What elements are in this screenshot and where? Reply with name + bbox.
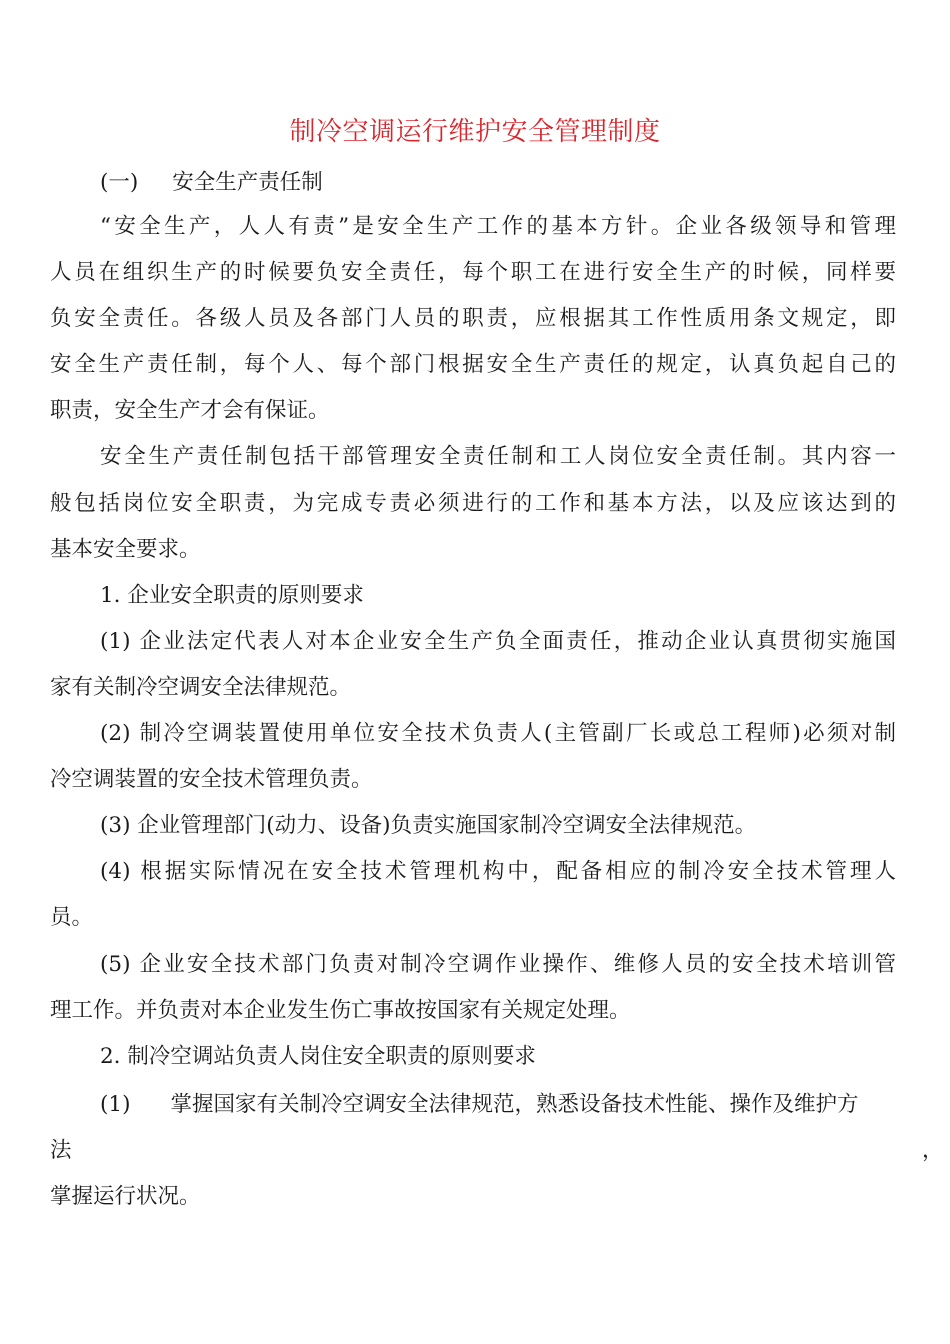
item2-1-line-2 xyxy=(50,1136,944,1166)
section-heading-text: 安全生产责任制 xyxy=(172,170,323,195)
item1-3-line-1: (3) 企业管理部门(动力、设备)负责实施国家制冷空调安全法律规范。 xyxy=(100,813,757,838)
item1-1-line-2: 家有关制冷空调安全法律规范。 xyxy=(50,675,352,700)
item2-1-line2-comma: ， xyxy=(922,1138,944,1163)
para1-line-3: 负安全责任。各级人员及各部门人员的职责，应根据其工作性质用条文规定，即 xyxy=(50,306,896,331)
para1-line-4: 安全生产责任制，每个人、每个部门根据安全生产责任的规定，认真负起自己的 xyxy=(50,352,896,377)
section-heading xyxy=(100,168,896,198)
item1-4-line-1: (4) 根据实际情况在安全技术管理机构中，配备相应的制冷安全技术管理人 xyxy=(100,859,896,884)
item2-1-line-1 xyxy=(100,1090,896,1120)
para2-line-2: 般包括岗位安全职责，为完成专责必须进行的工作和基本方法，以及应该达到的 xyxy=(50,491,896,516)
item2-heading: 2. 制冷空调站负责人岗住安全职责的原则要求 xyxy=(100,1044,536,1069)
para1-line-2: 人员在组织生产的时候要负安全责任，每个职工在进行安全生产的时候，同样要 xyxy=(50,260,896,285)
item2-1-line2-start: 法 xyxy=(50,1138,72,1163)
item2-1-text: 掌握国家有关制冷空调安全法律规范，熟悉设备技术性能、操作及维护方 xyxy=(170,1092,859,1117)
item1-5-line-2: 理工作。并负责对本企业发生伤亡事故按国家有关规定处理。 xyxy=(50,998,631,1023)
item1-2-line-2: 冷空调装置的安全技术管理负责。 xyxy=(50,767,373,792)
para2-line-1: 安全生产责任制包括干部管理安全责任制和工人岗位安全责任制。其内容一 xyxy=(100,444,896,469)
section-marker: (一) xyxy=(100,170,139,195)
item1-heading: 1. 企业安全职责的原则要求 xyxy=(100,583,364,608)
item1-2-line-1: (2) 制冷空调装置使用单位安全技术负责人(主管副厂长或总工程师)必须对制 xyxy=(100,721,896,746)
item1-5-line-1: (5) 企业安全技术部门负责对制冷空调作业操作、维修人员的安全技术培训管 xyxy=(100,952,896,977)
para1-line-1: “安全生产，人人有责”是安全生产工作的基本方针。企业各级领导和管理 xyxy=(100,214,896,239)
item2-1-line-3: 掌握运行状况。 xyxy=(50,1184,201,1209)
item1-4-line-2: 员。 xyxy=(50,905,94,930)
para1-line-5: 职责，安全生产才会有保证。 xyxy=(50,398,330,423)
para2-line-3: 基本安全要求。 xyxy=(50,537,201,562)
item1-1-line-1: (1) 企业法定代表人对本企业安全生产负全面责任，推动企业认真贯彻实施国 xyxy=(100,629,896,654)
document-title: 制冷空调运行维护安全管理制度 xyxy=(289,117,661,147)
item2-1-marker: (1) xyxy=(100,1092,131,1117)
